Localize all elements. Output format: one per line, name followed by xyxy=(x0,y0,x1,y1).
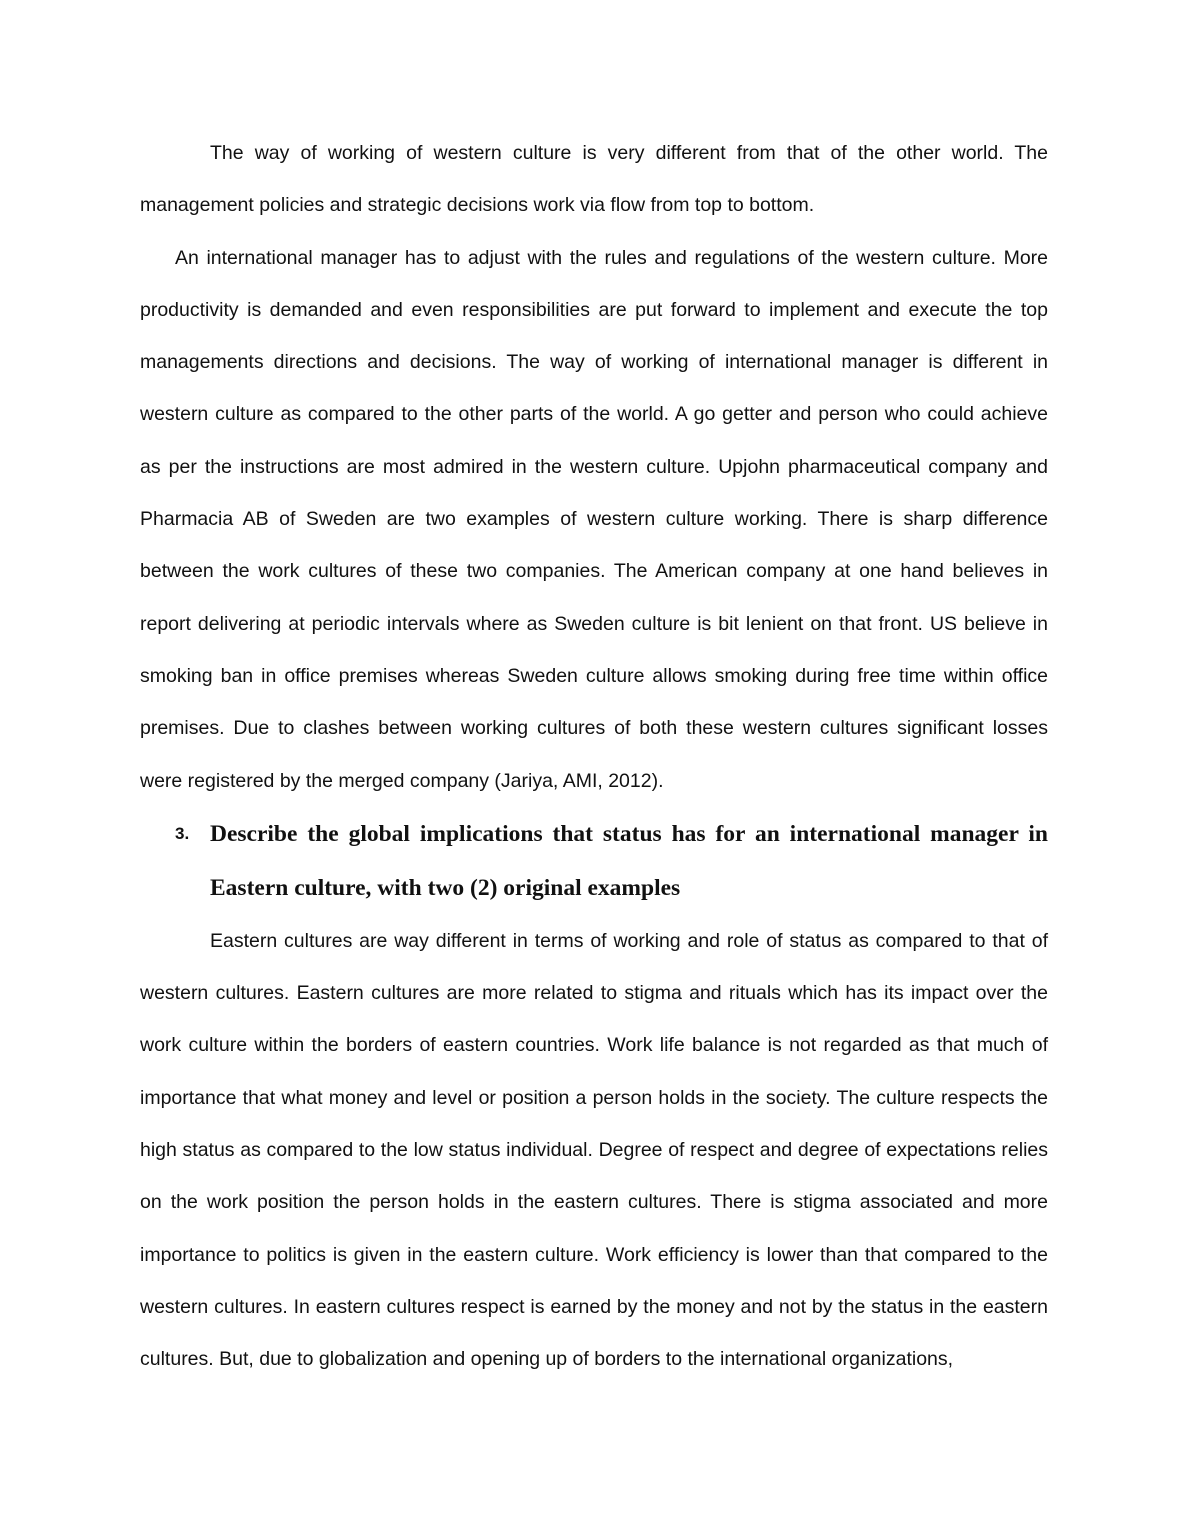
paragraph-western-culture-intro: The way of working of western culture is very different from that of the other world. The management policies and strategic decisions work via flow from top to bottom. xyxy=(140,142,1048,217)
section-heading-number: 3. xyxy=(175,823,190,843)
section-heading-text: Describe the global implications that status has for an international manager in Eastern culture, with two (2) original examples xyxy=(210,820,1048,901)
document-body xyxy=(140,127,1048,1386)
section-heading xyxy=(140,807,1048,915)
paragraph-eastern-culture: Eastern cultures are way different in terms of working and role of status as compared to that of western cultures. Eastern cultures are more related to stigma and rituals which has its impact over the work culture within the borders of eastern countries. Work life balance is not regarded as that much of importance that what money and level or position a person holds in the society. The culture respects the high status as compared to the low status individual. Degree of respect and degree of expectations relies on the work position the person holds in the eastern cultures. There is stigma associated and more importance to politics is given in the eastern culture. Work efficiency is lower than that compared to the western cultures. In eastern cultures respect is earned by the money and not by the status in the eastern cultures. But, due to globalization and opening up of borders to the international organizations, xyxy=(140,929,1048,1371)
paragraph-international-manager-western: An international manager has to adjust with the rules and regulations of the western culture. More productivity is demanded and even responsibilities are put forward to implement and execute the top managements directions and decisions. The way of working of international manager is different in western culture as compared to the other parts of the world. A go getter and person who could achieve as per the instructions are most admired in the western culture. Upjohn pharmaceutical company and Pharmacia AB of Sweden are two examples of western culture working. There is sharp difference between the work cultures of these two companies. The American company at one hand believes in report delivering at periodic intervals where as Sweden culture is bit lenient on that front. US believe in smoking ban in office premises whereas Sweden culture allows smoking during free time within office premises. Due to clashes between working cultures of both these western cultures significant losses were registered by the merged company (Jariya, AMI, 2012). xyxy=(140,246,1048,792)
